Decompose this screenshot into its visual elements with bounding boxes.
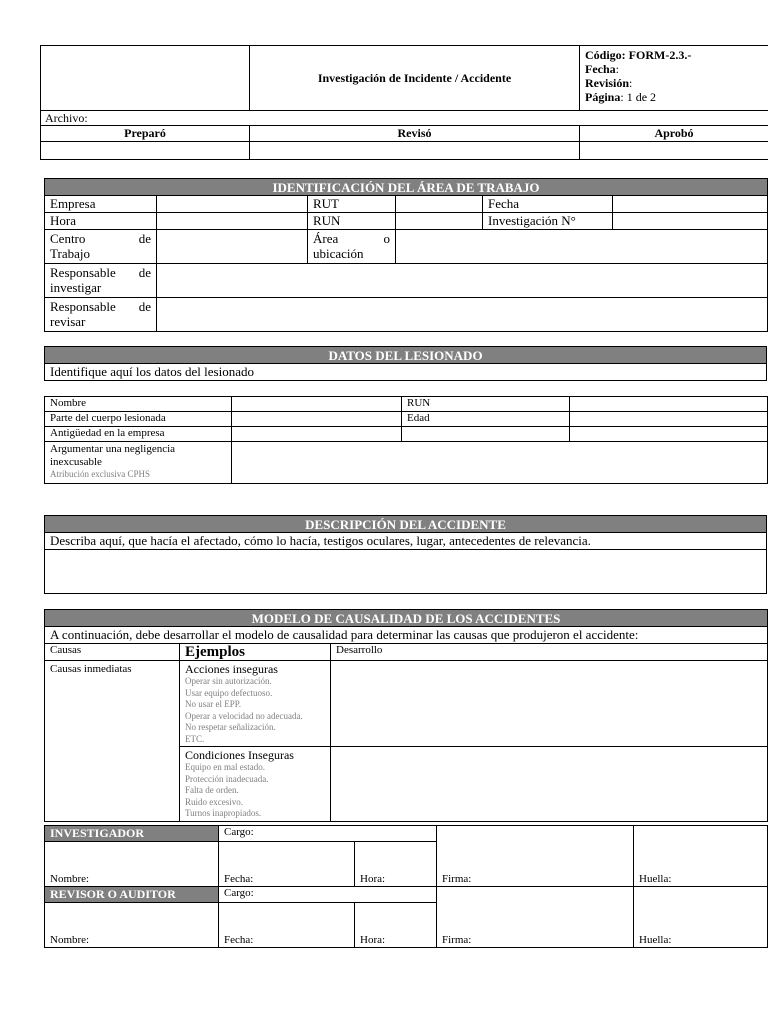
antiguedad-label: Antigüedad en la empresa: [45, 427, 232, 442]
empresa-field[interactable]: [157, 196, 308, 213]
parte-cuerpo-label: Parte del cuerpo lesionada: [45, 412, 232, 427]
fecha-label: Fecha: [585, 62, 616, 76]
centro-line-1: Centro de: [50, 231, 151, 246]
lesionado-table: [44, 396, 768, 484]
argumentar-field[interactable]: [232, 442, 768, 484]
argumentar-line-1: Argumentar una negligencia: [50, 443, 176, 455]
lesionado-section-title: DATOS DEL LESIONADO: [45, 347, 767, 364]
lesionado-header-table: [44, 346, 767, 381]
area-line-1: Área o: [313, 231, 390, 246]
revision-label: Revisión: [585, 76, 630, 90]
condicion-item: Ruido excesivo.: [185, 796, 243, 807]
pagina-value: 1 de 2: [626, 90, 657, 104]
investigacion-label: Investigación N°: [483, 213, 613, 230]
reviso-field[interactable]: [250, 142, 580, 160]
descripcion-intro: Describa aquí, que hacía el afectado, cómo lo hacía, testigos oculares, lugar, antecedentes de relevancia.: [45, 533, 767, 550]
run-label: RUN: [308, 213, 396, 230]
reviso-label: Revisó: [250, 126, 580, 142]
revisor-cargo-label: Cargo:: [219, 887, 437, 903]
investigador-cargo-label: Cargo:: [219, 826, 437, 842]
condicion-item: Turnos inapropiados.: [185, 808, 262, 818]
rut-label: RUT: [308, 196, 396, 213]
nombre-label: Nombre: [45, 397, 232, 412]
revisor-fecha-label: Fecha:: [219, 903, 355, 948]
revisor-label: REVISOR O AUDITOR: [45, 887, 219, 903]
area-ubicacion-label: [308, 230, 396, 264]
area-line-2: ubicación: [313, 246, 364, 261]
area-ubicacion-field[interactable]: [396, 230, 768, 264]
centro-trabajo-field[interactable]: [157, 230, 308, 264]
fecha-label: Fecha: [483, 196, 613, 213]
parte-cuerpo-field[interactable]: [232, 412, 402, 427]
revisor-hora-label: Hora:: [355, 903, 437, 948]
preparo-label: Preparó: [41, 126, 250, 142]
descripcion-section-title: DESCRIPCIÓN DEL ACCIDENTE: [45, 516, 767, 533]
condicion-item: Falta de orden.: [185, 785, 239, 795]
revisor-huella-label: Huella:: [634, 887, 768, 948]
run-label: RUN: [402, 397, 570, 412]
accion-item: ETC.: [185, 733, 205, 744]
header-table: [40, 45, 768, 160]
centro-trabajo-label: [45, 230, 157, 264]
responsable-investigar-field[interactable]: [157, 264, 768, 298]
edad-field[interactable]: [570, 412, 768, 427]
descripcion-field[interactable]: [45, 550, 767, 594]
area-table: [44, 178, 768, 332]
revisor-nombre-label: Nombre:: [45, 903, 219, 948]
aprobo-label: Aprobó: [580, 126, 768, 142]
firmas-table: [44, 825, 768, 948]
pagina-label: Página: [585, 90, 621, 104]
resp-inv-line-2: investigar: [50, 280, 102, 295]
run-field[interactable]: [396, 213, 483, 230]
investigacion-field[interactable]: [613, 213, 768, 230]
rut-field[interactable]: [396, 196, 483, 213]
condiciones-inseguras-cell: [180, 747, 331, 822]
accion-item: No usar el EPP.: [185, 699, 241, 709]
logo-cell: [41, 46, 250, 111]
responsable-revisar-label: [45, 298, 157, 332]
condicion-item: Equipo en mal estado.: [185, 762, 265, 772]
area-section-title: IDENTIFICACIÓN DEL ÁREA DE TRABAJO: [45, 179, 768, 196]
modelo-intro: A continuación, debe desarrollar el modelo de causalidad para determinar las causas que produjeron el accidente:: [45, 627, 768, 644]
accion-item: Operar sin autorización.: [185, 676, 272, 686]
condicion-item: Protección inadecuada.: [185, 773, 269, 784]
investigador-label: INVESTIGADOR: [45, 826, 219, 842]
hora-label: Hora: [45, 213, 157, 230]
atribucion-note: Atribución exclusiva CPHS: [50, 469, 150, 479]
condiciones-desarrollo-field[interactable]: [331, 747, 768, 822]
investigador-firma-label: Firma:: [437, 826, 634, 887]
desarrollo-header: Desarrollo: [331, 644, 768, 661]
form-title: Investigación de Incidente / Accidente: [250, 46, 580, 111]
revisor-firma-label: Firma:: [437, 887, 634, 948]
lesionado-intro: Identifique aquí los datos del lesionado: [45, 364, 767, 381]
modelo-table: [44, 609, 768, 822]
edad-label: Edad: [402, 412, 570, 427]
run-field[interactable]: [570, 397, 768, 412]
condiciones-inseguras-title: Condiciones Inseguras: [185, 748, 294, 762]
accion-item: Usar equipo defectuoso.: [185, 687, 273, 698]
resp-rev-line-1: Responsable de: [50, 299, 151, 314]
hora-field[interactable]: [157, 213, 308, 230]
centro-line-2: Trabajo: [50, 246, 90, 261]
antiguedad-extra-1[interactable]: [402, 427, 570, 442]
empresa-label: Empresa: [45, 196, 157, 213]
accion-item: Operar a velocidad no adecuada.: [185, 710, 303, 721]
codigo-value: FORM-2.3.-: [628, 48, 692, 62]
acciones-inseguras-title: Acciones inseguras: [185, 662, 278, 676]
causas-inmediatas-label: Causas inmediatas: [45, 661, 180, 822]
argumentar-line-2: inexcusable: [50, 456, 102, 468]
antiguedad-extra-2[interactable]: [570, 427, 768, 442]
resp-inv-line-1: Responsable de: [50, 265, 151, 280]
causas-header: Causas: [45, 644, 180, 661]
descripcion-table: [44, 515, 767, 594]
acciones-inseguras-cell: [180, 661, 331, 747]
ejemplos-header: Ejemplos: [180, 644, 331, 661]
investigador-hora-label: Hora:: [355, 842, 437, 887]
fecha-field[interactable]: [613, 196, 768, 213]
preparo-field[interactable]: [41, 142, 250, 160]
acciones-desarrollo-field[interactable]: [331, 661, 768, 747]
modelo-section-title: MODELO DE CAUSALIDAD DE LOS ACCIDENTES: [45, 610, 768, 627]
investigador-huella-label: Huella:: [634, 826, 768, 887]
codigo-label: Código:: [585, 48, 626, 62]
investigador-nombre-label: Nombre:: [45, 842, 219, 887]
antiguedad-field[interactable]: [232, 427, 402, 442]
responsable-investigar-label: [45, 264, 157, 298]
aprobo-field[interactable]: [580, 142, 768, 160]
form-meta: Código: FORM-2.3.- Fecha: Revisión: Página: 1 de 2: [580, 46, 768, 111]
accion-item: No respetar señalización.: [185, 722, 276, 732]
archivo-label: Archivo:: [41, 111, 768, 126]
responsable-revisar-field[interactable]: [157, 298, 768, 332]
nombre-field[interactable]: [232, 397, 402, 412]
resp-rev-line-2: revisar: [50, 314, 86, 329]
investigador-fecha-label: Fecha:: [219, 842, 355, 887]
argumentar-label: [45, 442, 232, 484]
